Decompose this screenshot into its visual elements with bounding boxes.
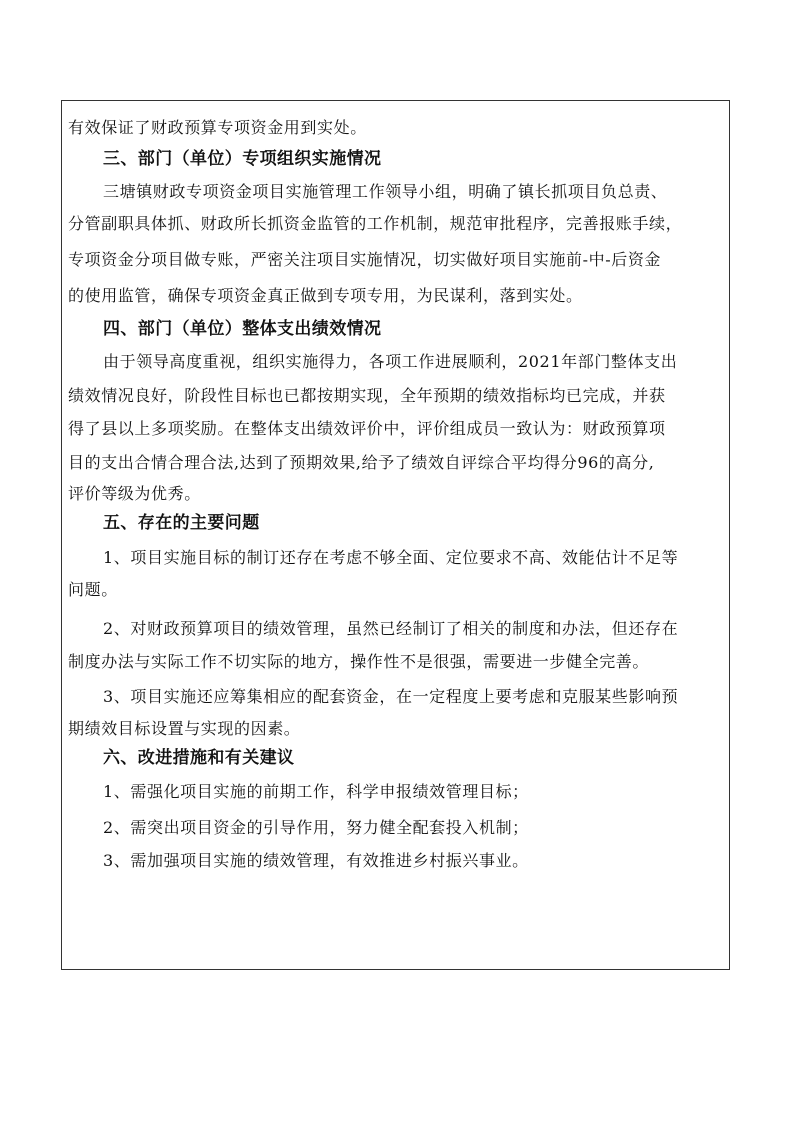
- text-line: 评价等级为优秀。: [68, 484, 201, 503]
- section-heading-3: 三、部门（单位）专项组织实施情况: [103, 149, 382, 169]
- text-line: 专项资金分项目做专账，严密关注项目实施情况，切实做好项目实施前-中-后资金: [68, 250, 662, 269]
- text-line: 1、需强化项目实施的前期工作，科学申报绩效管理目标；: [103, 782, 529, 801]
- text-line: 制度办法与实际工作不切实际的地方，操作性不是很强，需要进一步健全完善。: [68, 652, 650, 671]
- text-line: 由于领导高度重视，组织实施得力，各项工作进展顺利，2021年部门整体支出: [103, 352, 678, 371]
- text-line: 3、需加强项目实施的绩效管理，有效推进乡村振兴事业。: [103, 851, 529, 870]
- section-heading-5: 五、存在的主要问题: [103, 513, 260, 533]
- text-line: 三塘镇财政专项资金项目实施管理工作领导小组，明确了镇长抓项目负总责、: [103, 182, 668, 201]
- text-line: 期绩效目标设置与实现的因素。: [68, 719, 301, 738]
- text-line: 3、项目实施还应筹集相应的配套资金，在一定程度上要考虑和克服某些影响预: [103, 687, 679, 706]
- text-line: 问题。: [68, 580, 118, 599]
- section-heading-6: 六、改进措施和有关建议: [103, 748, 295, 768]
- text-line: 分管副职具体抓、财政所长抓资金监管的工作机制，规范审批程序，完善报账手续，: [68, 214, 683, 233]
- text-line: 得了县以上多项奖励。在整体支出绩效评价中，评价组成员一致认为：财政预算项: [68, 419, 666, 438]
- text-line: 绩效情况良好，阶段性目标也已都按期实现，全年预期的绩效指标均已完成，并获: [68, 386, 666, 405]
- text-line: 1、项目实施目标的制订还存在考虑不够全面、定位要求不高、效能估计不足等: [103, 548, 679, 567]
- text-line: 2、对财政预算项目的绩效管理，虽然已经制订了相关的制度和办法，但还存在: [103, 619, 679, 638]
- text-line: 目的支出合情合理合法,达到了预期效果,给予了绩效自评综合平均得分96的高分,: [68, 453, 655, 472]
- text-line: 2、需突出项目资金的引导作用，努力健全配套投入机制；: [103, 818, 529, 837]
- text-line: 有效保证了财政预算专项资金用到实处。: [68, 118, 367, 137]
- section-heading-4: 四、部门（单位）整体支出绩效情况: [103, 319, 382, 339]
- text-line: 的使用监管，确保专项资金真正做到专项专用，为民谋利，落到实处。: [68, 286, 583, 305]
